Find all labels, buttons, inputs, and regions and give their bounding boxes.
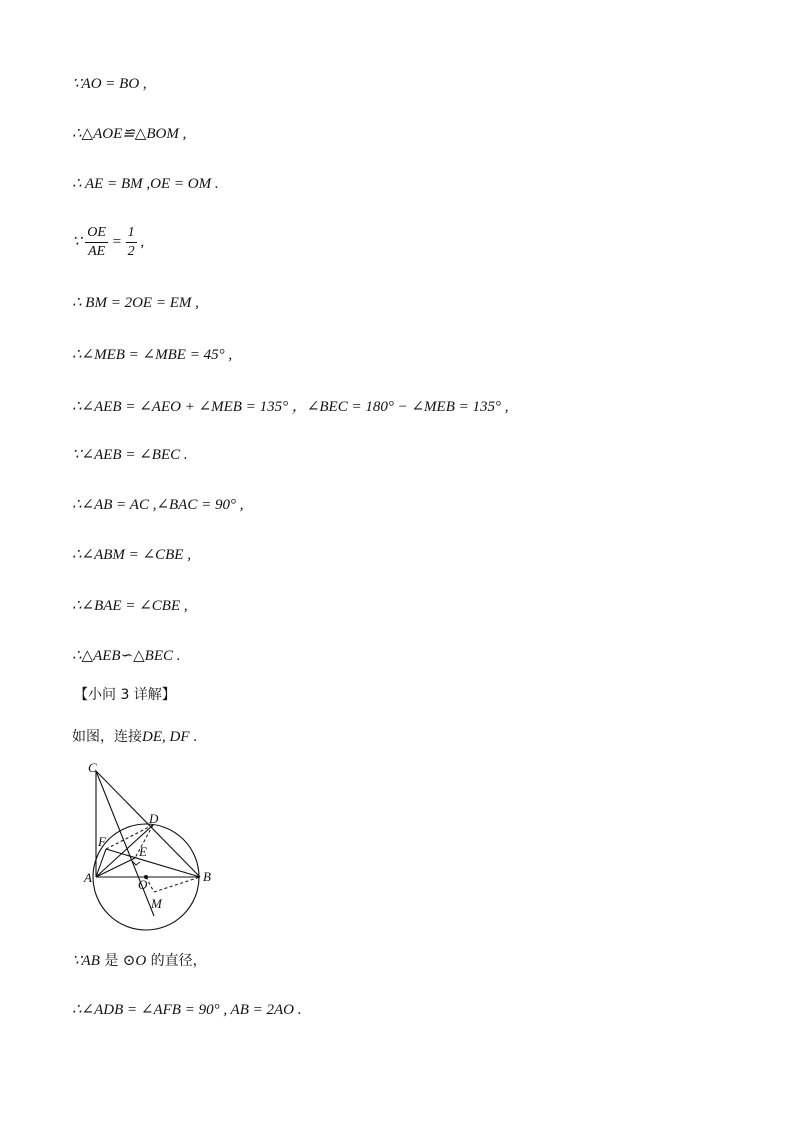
fraction-numerator: OE [85,224,108,243]
comma: , [140,233,145,250]
proof-line-3: ∴ AE = BM ,OE = OM . [72,176,219,192]
label-a: A [84,870,92,885]
connect-line [72,726,197,746]
fraction-denominator: AE [88,244,106,259]
connect-math: DE, DF [142,729,190,745]
since-symbol: ∵ [72,953,82,969]
since-symbol: ∵ [72,233,82,250]
proof-line-7: ∴∠AEB = ∠AEO + ∠MEB = 135° ，∠BEC = 180° − ∠MEB = 135° , [72,399,509,415]
proof-line-10: ∴∠ABM = ∠CBE , [72,547,191,563]
label-d: D [149,811,159,826]
proof-line-5: ∴ BM = 2OE = EM , [72,295,199,311]
since-math-ab: AB [81,953,100,969]
fraction-one-half [126,224,137,261]
since-mid: 是 [99,953,123,969]
since-suffix: 的直径， [146,953,207,969]
proof-line-11: ∴∠BAE = ∠CBE , [72,598,188,614]
fraction-numerator: 1 [126,224,137,243]
fraction-denominator: 2 [127,244,135,259]
equals-sign: = [111,233,126,250]
label-m: M [151,896,162,911]
fraction-oe-ae [85,224,108,261]
proof-line-1: ∵AO = BO , [72,76,147,92]
segment-mb-dashed [154,877,200,892]
proof-line-9: ∴∠AB = AC ,∠BAC = 90° , [72,497,244,513]
since-diameter-line [72,950,207,970]
connect-prefix: 如图，连接 [72,729,142,745]
label-b: B [203,869,211,884]
label-c: C [88,760,97,775]
label-f: F [98,834,106,849]
geometry-figure [80,758,220,933]
section-heading: 【小问 3 详解】 [74,687,176,703]
proof-line-2: ∴△AOE≌△BOM , [72,126,187,142]
connect-suffix: . [189,729,197,745]
proof-line-4-fraction [72,224,144,261]
proof-line-last: ∴∠ADB = ∠AFB = 90° , AB = 2AO . [72,1002,302,1018]
label-o: O [138,877,148,892]
label-e: E [139,844,147,859]
proof-line-8: ∵∠AEB = ∠BEC . [72,447,188,463]
since-math-circle: ⊙O [122,953,147,969]
proof-line-6: ∴∠MEB = ∠MBE = 45° , [72,347,233,363]
proof-line-12: ∴△AEB∽△BEC . [72,648,181,664]
